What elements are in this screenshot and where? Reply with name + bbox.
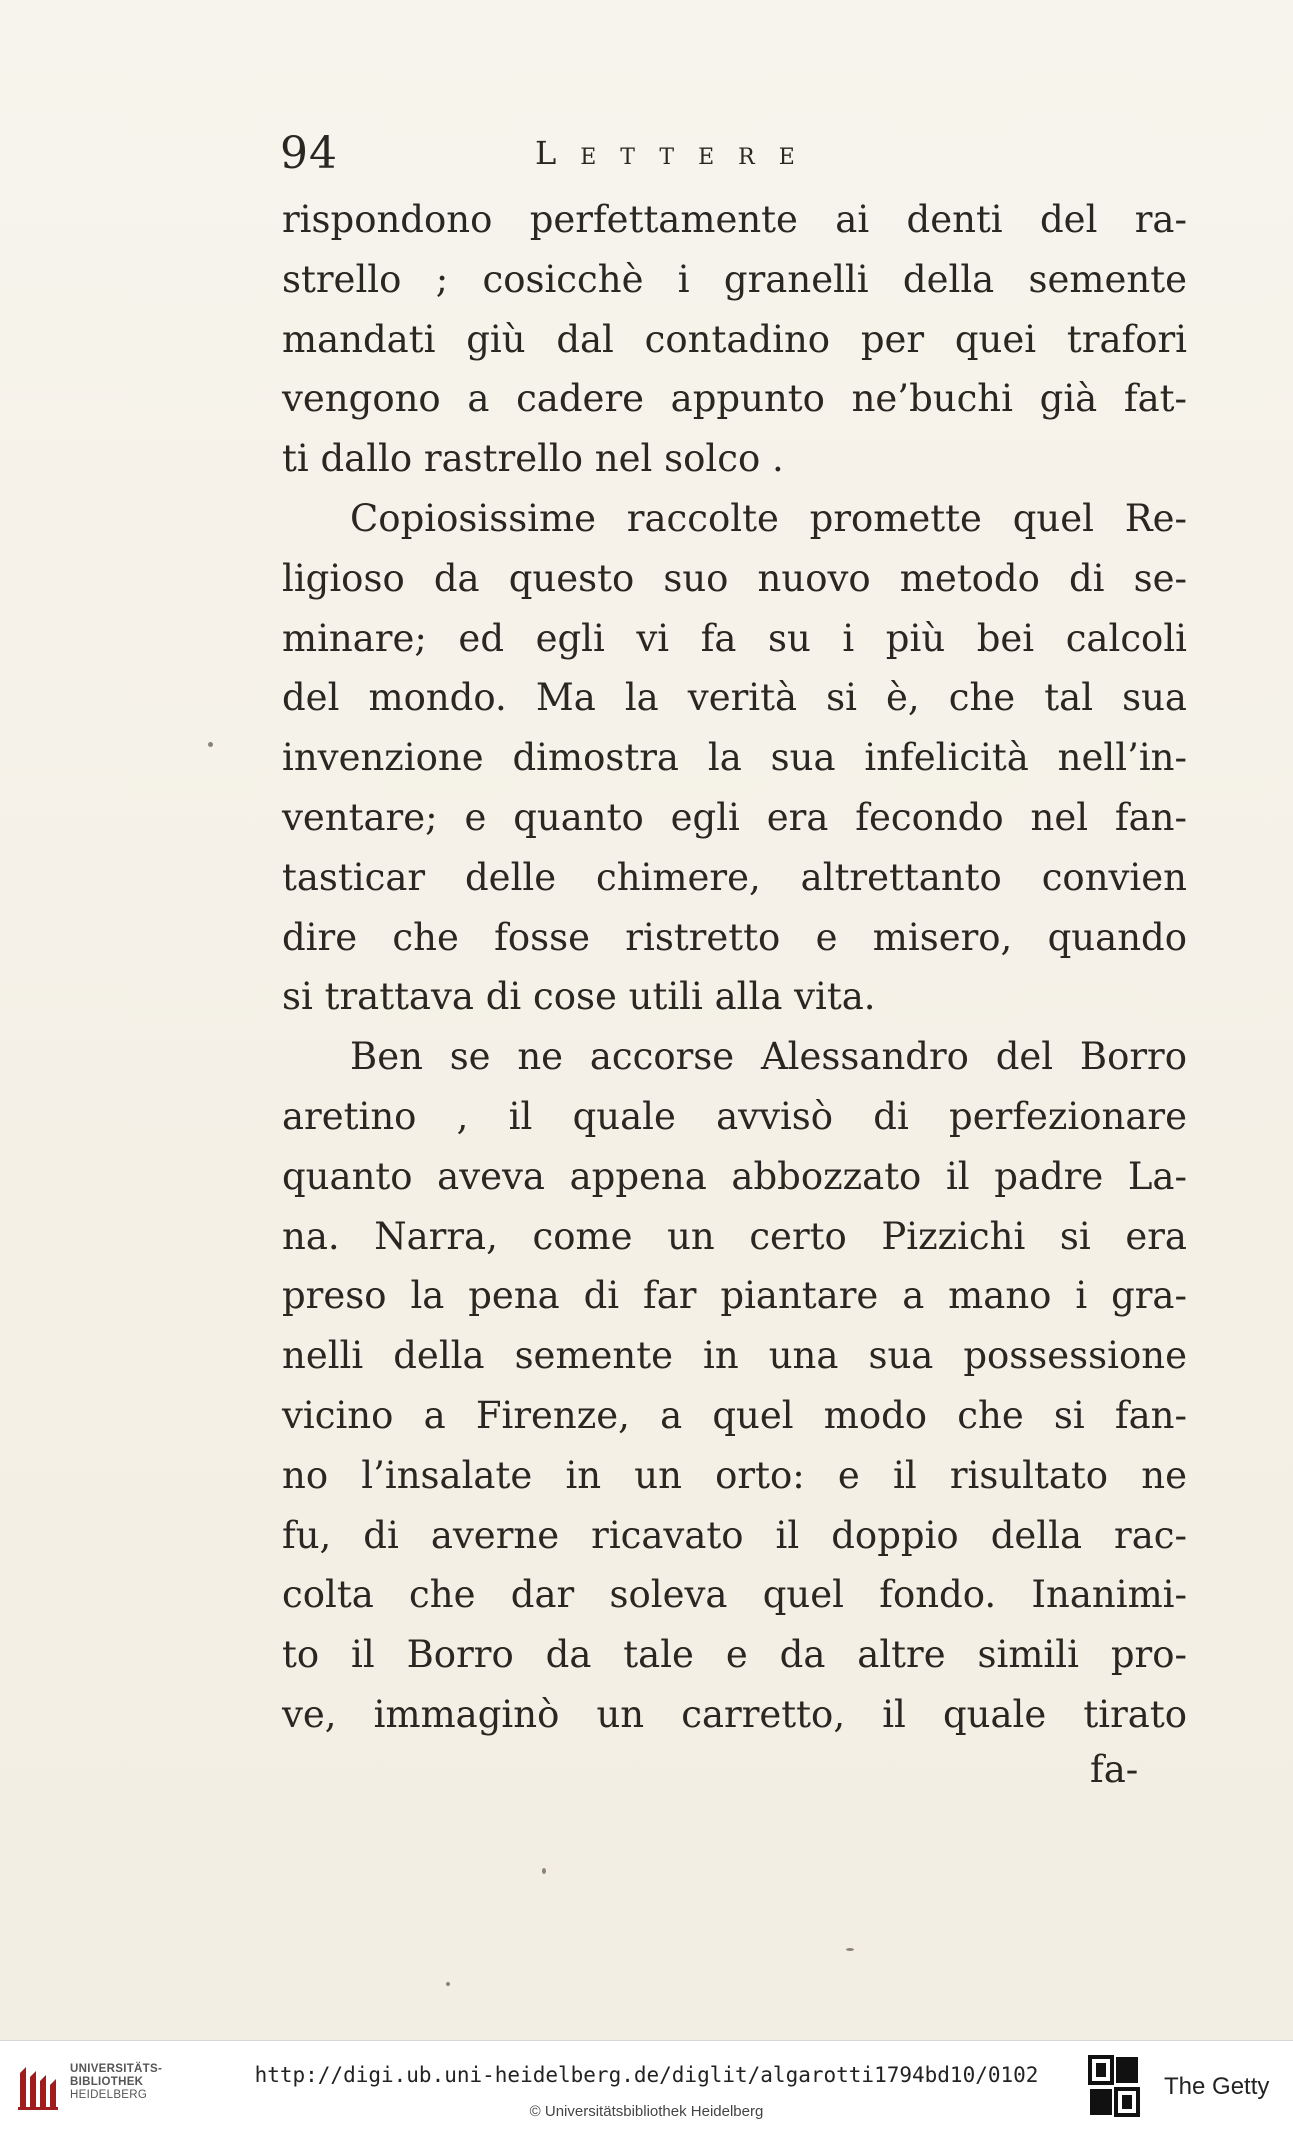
- text-line: invenzione dimostra la sua infelicità nell’in-: [282, 736, 1187, 780]
- text-line: mandati giù dal contadino per quei trafori: [282, 317, 1187, 361]
- running-head: Lettere: [535, 134, 819, 172]
- library-name-line: BIBLIOTHEK: [70, 2076, 144, 2088]
- text-line: ve, immaginò un carretto, il quale tirato: [282, 1692, 1187, 1736]
- text-line: si trattava di cose utili alla vita.: [282, 975, 876, 1019]
- partner-name: The Getty: [1164, 2073, 1270, 2100]
- text-line: nelli della semente in una sua possessione: [282, 1334, 1187, 1378]
- text-line: aretino , il quale avvisò di perfezionare: [282, 1094, 1187, 1138]
- body-text: [282, 190, 1187, 1745]
- text-line: strello ; cosicchè i granelli della semente: [282, 257, 1187, 301]
- text-line: ventare; e quanto egli era fecondo nel fan-: [282, 795, 1187, 839]
- text-line: ligioso da questo suo nuovo metodo di se-: [282, 556, 1187, 600]
- partner-logo[interactable]: [1088, 2055, 1288, 2125]
- text-line: ti dallo rastrello nel solco .: [282, 437, 784, 481]
- text-line: Ben se ne accorse Alessandro del Borro: [350, 1035, 1187, 1079]
- text-line: vicino a Firenze, a quel modo che si fan-: [282, 1393, 1187, 1437]
- paper-speck: [542, 1868, 546, 1874]
- paper-speck: [208, 742, 213, 747]
- text-line: rispondono perfettamente ai denti del ra-: [282, 198, 1187, 241]
- text-line: del mondo. Ma la verità si è, che tal sua: [282, 676, 1187, 720]
- text-line: to il Borro da tale e da altre simili pro-: [282, 1633, 1187, 1677]
- text-line: vengono a cadere appunto ne’buchi già fat-: [282, 377, 1187, 421]
- getty-logo-icon: [1088, 2055, 1142, 2119]
- copyright-notice: © Universitätsbibliothek Heidelberg: [529, 2103, 764, 2120]
- text-line: quanto aveva appena abbozzato il padre La-: [282, 1154, 1187, 1198]
- paper-speck: [846, 1948, 854, 1951]
- text-line: minare; ed egli vi fa su i più bei calcoli: [282, 616, 1187, 660]
- footer-bar: [0, 2040, 1293, 2135]
- text-line: no l’insalate in un orto: e il risultato ne: [282, 1453, 1187, 1497]
- permalink-url[interactable]: http://digi.ub.uni-heidelberg.de/diglit/algarotti1794bd10/0102: [254, 2063, 1039, 2087]
- catchword: fa-: [1090, 1748, 1139, 1791]
- text-line: dire che fosse ristretto e misero, quando: [282, 915, 1187, 959]
- library-name-line: HEIDELBERG: [70, 2089, 148, 2101]
- text-line: colta che dar soleva quel fondo. Inanimi-: [282, 1573, 1187, 1617]
- text-line: na. Narra, come un certo Pizzichi si era: [282, 1214, 1187, 1258]
- text-line: tasticar delle chimere, altrettanto convien: [282, 855, 1187, 899]
- text-line: preso la pena di far piantare a mano i gra-: [282, 1274, 1187, 1318]
- paper-speck: [446, 1982, 450, 1986]
- page-number: 94: [280, 128, 338, 179]
- page-header: [280, 128, 1200, 188]
- text-line: Copiosissime raccolte promette quel Re-: [350, 496, 1187, 540]
- library-name-line: UNIVERSITÄTS-: [70, 2063, 163, 2075]
- text-line: fu, di averne ricavato il doppio della rac-: [282, 1513, 1187, 1557]
